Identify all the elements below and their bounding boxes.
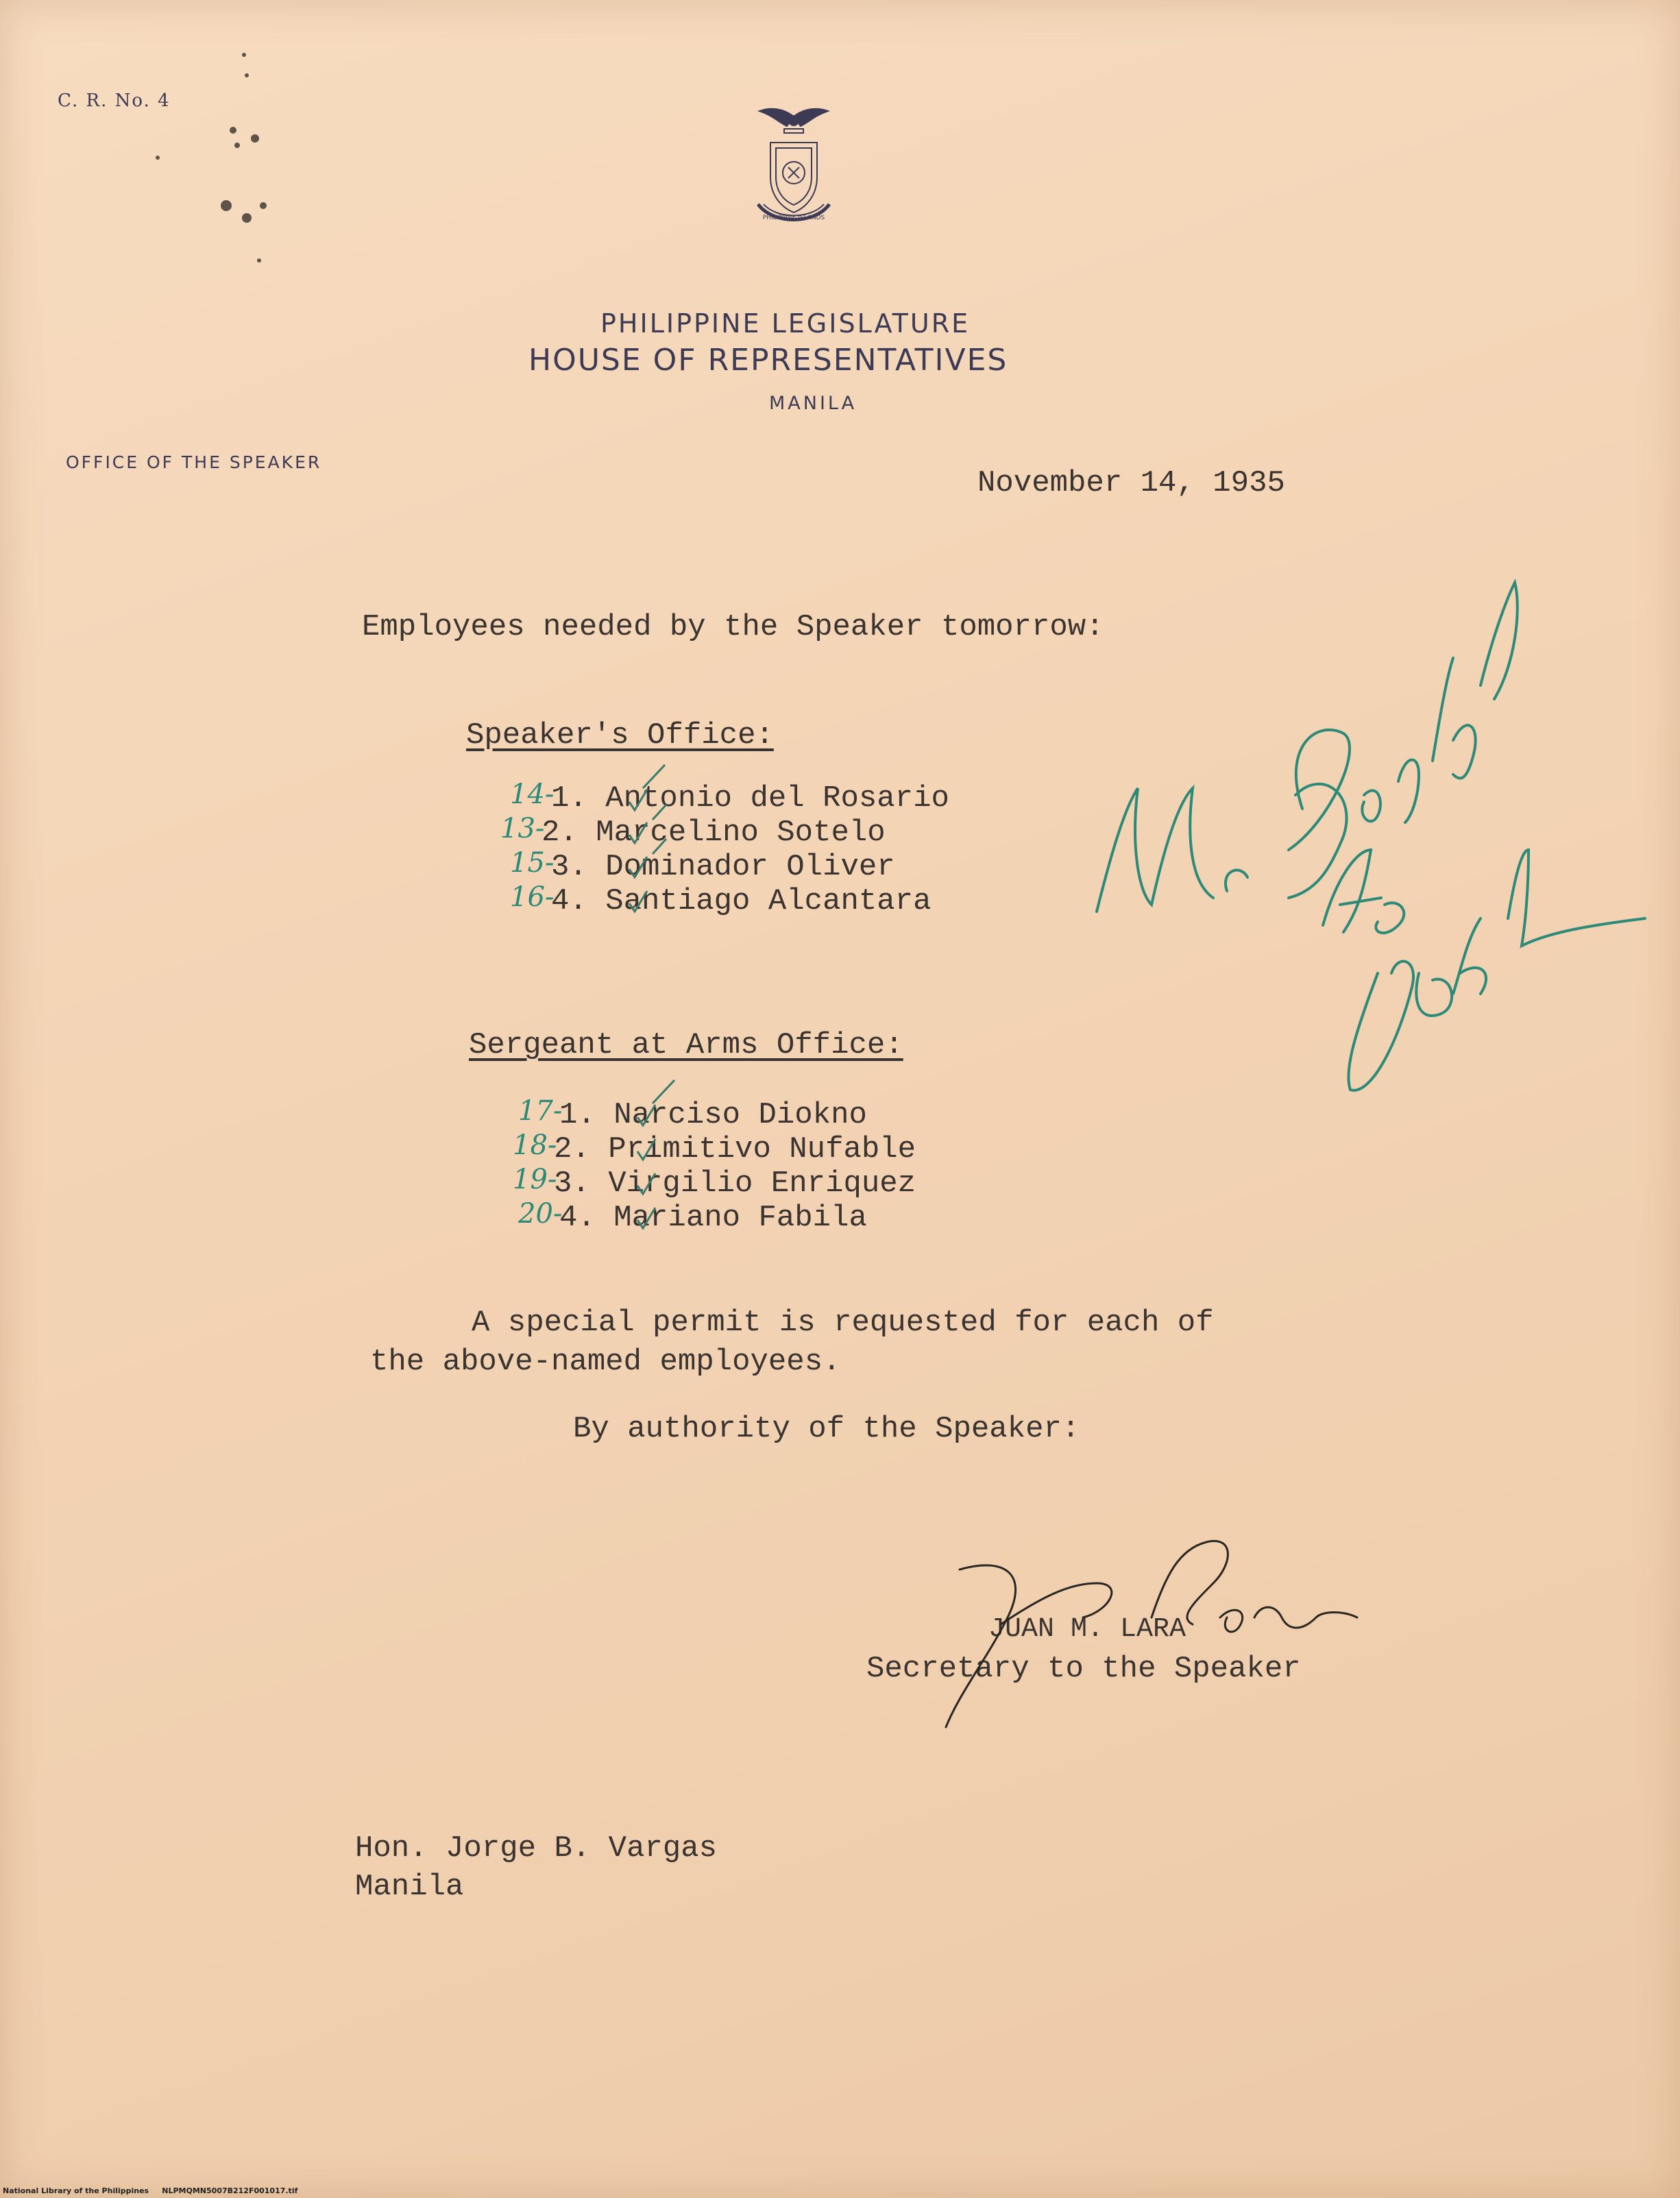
seal-inscription: PHILIPPINE ISLANDS	[762, 215, 825, 221]
margin-number: 14-	[510, 779, 555, 810]
margin-number: 20-	[518, 1198, 563, 1230]
archive-footer-stamp: National Library of the Philippines NLPMQMN5007B212F001017.tif	[3, 2186, 298, 2195]
margin-number: 18-	[513, 1129, 557, 1161]
employee-line: 1. Narciso Diokno	[559, 1098, 867, 1132]
signatory-name: JUAN M. LARA	[988, 1614, 1186, 1645]
handwritten-green-note	[1097, 583, 1645, 1090]
employee-line: 2. Marcelino Sotelo	[541, 816, 886, 850]
intro-line: Employees needed by the Speaker tomorrow:	[362, 610, 1104, 644]
section-heading-speakers-office: Speaker's Office:	[466, 718, 774, 753]
ink-smudges	[156, 53, 267, 262]
margin-number: 19-	[513, 1164, 557, 1195]
section-heading-sergeant-at-arms: Sergeant at Arms Office:	[469, 1028, 903, 1062]
margin-number: 13-	[500, 813, 545, 844]
letterhead-city: MANILA	[769, 393, 857, 414]
addressee-city: Manila	[355, 1870, 464, 1904]
permit-request-line-2: the above-named employees.	[370, 1345, 841, 1379]
margin-number: 15-	[510, 847, 555, 879]
letterhead-office: OFFICE OF THE SPEAKER	[66, 452, 322, 472]
house-seal-emblem	[746, 101, 842, 239]
reference-number: C. R. No. 4	[58, 90, 171, 111]
employee-line: 4. Santiago Alcantara	[551, 884, 932, 918]
signatory-title: Secretary to the Speaker	[866, 1652, 1301, 1686]
employee-row	[510, 881, 932, 1021]
margin-number: 17-	[518, 1095, 563, 1127]
addressee-name: Hon. Jorge B. Vargas	[355, 1831, 718, 1866]
employee-line: 4. Mariano Fabila	[559, 1201, 867, 1235]
employee-line: 2. Primitivo Nufable	[554, 1132, 916, 1167]
letterhead-legislature: PHILIPPINE LEGISLATURE	[600, 308, 971, 339]
employee-line: 3. Virgilio Enriquez	[554, 1167, 916, 1201]
authority-line: By authority of the Speaker:	[573, 1412, 1080, 1446]
margin-number: 16-	[510, 881, 555, 913]
employee-line: 3. Dominador Oliver	[551, 850, 895, 884]
letterhead-house: HOUSE OF REPRESENTATIVES	[528, 343, 1008, 378]
permit-request-line-1: A special permit is requested for each of	[472, 1306, 1214, 1340]
letter-date: November 14, 1935	[977, 466, 1285, 500]
employee-line: 1. Antonio del Rosario	[551, 781, 949, 816]
